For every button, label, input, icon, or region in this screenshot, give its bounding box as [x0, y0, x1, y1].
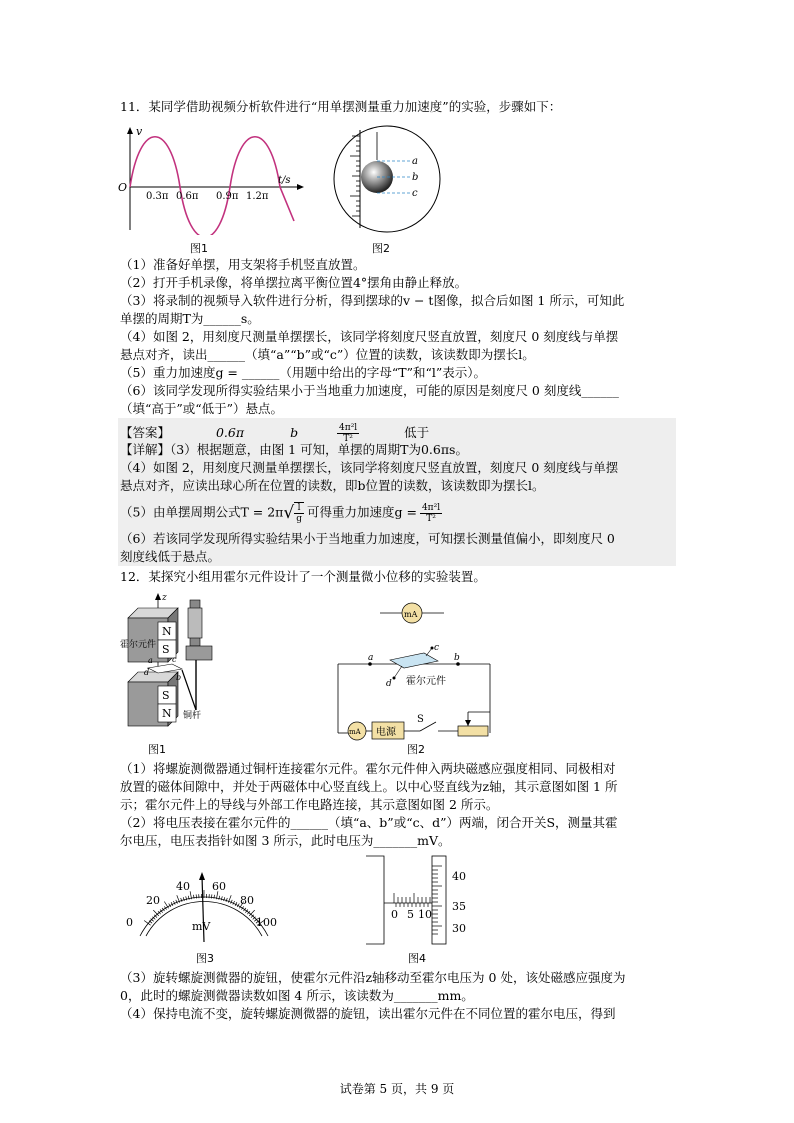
gauge-tick-0: 0 [126, 916, 133, 929]
answer-2: b [290, 425, 299, 440]
svg-text:b: b [176, 673, 182, 682]
q12-text: （2）将电压表接在霍尔元件的______（填“a、b”或“c、d”）两端，闭合开关S，测量其霍 [120, 815, 618, 830]
main-scale-0: 0 [391, 908, 398, 921]
gauge-tick-mark [224, 897, 225, 901]
q11-step: 单摆的周期T为______s。 [120, 311, 260, 326]
gauge-tick-80: 80 [240, 894, 254, 907]
gauge-tick-mark [214, 895, 215, 899]
q12-fig4-caption: 图4 [408, 952, 426, 965]
svg-text:mA: mA [349, 728, 361, 736]
svg-text:b: b [454, 653, 460, 663]
q12-text: （1）将螺旋测微器通过铜杆连接霍尔元件。霍尔元件伸入两块磁感应强度相同、同极相对 [120, 761, 616, 776]
gauge-unit: mV [192, 920, 211, 933]
svg-text:铜杆: 铜杆 [183, 711, 202, 721]
label-b: b [412, 172, 419, 183]
answer-1: 0.6π [215, 425, 245, 440]
explain-line: 【详解】（3）根据题意，由图 1 可知，单摆的周期T为0.6πs。 [120, 442, 468, 457]
q11-fig1-caption: 图1 [190, 242, 208, 255]
explain-line: （4）如图 2，用刻度尺测量单摆摆长，该同学将刻度尺竖直放置，刻度尺 0 刻度线与单摆 [120, 460, 619, 475]
q12-text: 尔电压，电压表指针如图 3 所示，此时电压为_______mV。 [120, 833, 451, 848]
thimble-30: 30 [452, 922, 466, 935]
q12-figure4-micrometer [362, 852, 482, 948]
svg-text:霍尔元件: 霍尔元件 [406, 676, 446, 687]
q12-fig2-caption: 图2 [407, 743, 425, 756]
q11-step: 悬点对齐，读出______（填“a”“b”或“c”）位置的读数，该读数即为摆长l。 [120, 347, 535, 362]
q12-text: 示；霍尔元件上的导线与外部工作电路连接，其示意图如图 2 所示。 [120, 797, 499, 812]
q12-figure3-voltmeter [126, 872, 286, 952]
label-a: a [412, 156, 418, 167]
q11-fig2-caption: 图2 [372, 242, 390, 255]
q11-figure2-ruler-ball [332, 124, 442, 236]
q12-figure2-circuit [330, 598, 500, 744]
svg-text:d: d [144, 668, 150, 677]
gauge-tick-mark [226, 898, 227, 902]
q11-step: （4）如图 2，用刻度尺测量单摆摆长，该同学将刻度尺竖直放置，刻度尺 0 刻度线与单摆 [120, 329, 619, 344]
q11-step: （填“高于”或“低于”）悬点。 [120, 401, 284, 416]
thimble-35: 35 [452, 900, 466, 913]
tick-label: 1.2π [246, 191, 269, 202]
gauge-tick-mark [194, 895, 195, 899]
answer-label: 【答案】 [120, 425, 171, 440]
svg-text:电源: 电源 [376, 727, 396, 738]
gauge-tick-mark [221, 896, 222, 900]
gauge-tick-mark [211, 894, 212, 898]
q12-fig1-caption: 图1 [148, 743, 166, 756]
svg-text:c: c [434, 643, 440, 653]
q12-stem: 12．某探究小组用霍尔元件设计了一个测量微小位移的实验装置。 [120, 569, 486, 584]
svg-text:S: S [417, 714, 424, 725]
q11-step: （5）重力加速度g = ______（用题中给出的字母“T”和“l”表示）。 [120, 365, 487, 380]
tick-label: 0.9π [216, 191, 239, 202]
q11-step: （2）打开手机录像，将单摆拉离平衡位置4°摆角由静止释放。 [120, 275, 468, 290]
q12-text: 放置的磁体间隙中，并处于两磁体中心竖直线上。以中心竖直线为z轴，其示意图如图 1 所 [120, 779, 618, 794]
origin-label: O [118, 181, 128, 194]
svg-text:a: a [368, 653, 374, 663]
axis-t-label: t/s [278, 175, 291, 186]
tick-label: 0.6π [176, 191, 199, 202]
axis-v-label: v [136, 125, 143, 138]
main-scale-10: 10 [418, 908, 432, 921]
svg-text:N: N [162, 625, 172, 638]
gauge-tick-60: 60 [212, 880, 226, 893]
tick-label: 0.3π [146, 191, 169, 202]
gauge-tick-mark [196, 894, 197, 898]
gauge-tick-mark [181, 898, 182, 902]
q12-figure1-apparatus [116, 590, 226, 740]
svg-text:a: a [148, 656, 153, 665]
gauge-tick-mark [219, 896, 220, 900]
page-footer: 试卷第 5 页，共 9 页 [339, 1082, 455, 1096]
q12-fig3-caption: 图3 [196, 952, 214, 965]
explain-line: 悬点对齐，应读出球心所在位置的读数，即b位置的读数，该读数即为摆长l。 [120, 478, 545, 493]
svg-text:z: z [162, 593, 167, 603]
svg-text:c: c [172, 655, 177, 664]
gauge-tick-40: 40 [176, 880, 190, 893]
answer-3-fraction: $\frac{\text{4π²l}}{\text{T²}}$ [339, 423, 358, 444]
explain-line: （6）若该同学发现所得实验结果小于当地重力加速度，可知摆长测量值偏小，即刻度尺 0 [120, 531, 615, 546]
gauge-tick-20: 20 [146, 894, 160, 907]
q11-step: （3）将录制的视频导入软件进行分析，得到摆球的v − t图像，拟合后如图 1 所示，可知此 [120, 293, 625, 308]
thimble-40: 40 [452, 870, 466, 883]
main-scale-5: 5 [407, 908, 414, 921]
explain-line: 刻度线低于悬点。 [120, 549, 221, 564]
svg-text:N: N [162, 707, 172, 720]
q12-text: （4）保持电流不变，旋转螺旋测微器的旋钮，读出霍尔元件在不同位置的霍尔电压，得到 [120, 1006, 616, 1021]
q11-figure1-vt-graph [118, 125, 308, 235]
gauge-tick-mark [188, 896, 189, 900]
q11-stem: 11．某同学借助视频分析软件进行“用单摆测量重力加速度”的实验，步骤如下： [120, 99, 562, 114]
svg-text:S: S [162, 643, 170, 656]
q11-step: （6）该同学发现所得实验结果小于当地重力加速度，可能的原因是刻度尺 0 刻度线______ [120, 383, 619, 398]
gauge-tick-mark [186, 896, 187, 900]
gauge-tick-mark [183, 897, 184, 901]
svg-text:mA: mA [404, 610, 418, 619]
svg-text:S: S [162, 689, 170, 702]
q12-text: 0，此时的螺旋测微器读数如图 4 所示，该读数为_______mm。 [120, 988, 474, 1003]
gauge-tick-100: 100 [256, 916, 277, 929]
label-c: c [412, 188, 418, 199]
answer-4: 低于 [404, 425, 430, 440]
svg-text:霍尔元件: 霍尔元件 [120, 640, 157, 650]
q12-text: （3）旋转螺旋测微器的旋钮，使霍尔元件沿z轴移动至霍尔电压为 0 处，该处磁感应强度为 [120, 970, 626, 985]
q11-step: （1）准备好单摆，用支架将手机竖直放置。 [120, 257, 366, 272]
explain-formula-line: （5）由单摆周期公式T = 2π√ $\frac{l}{g}$ 可得重力加速度g = $\frac{\text{4π²l}}{\text{T²}}$ [120, 502, 441, 524]
svg-text:d: d [386, 679, 392, 689]
